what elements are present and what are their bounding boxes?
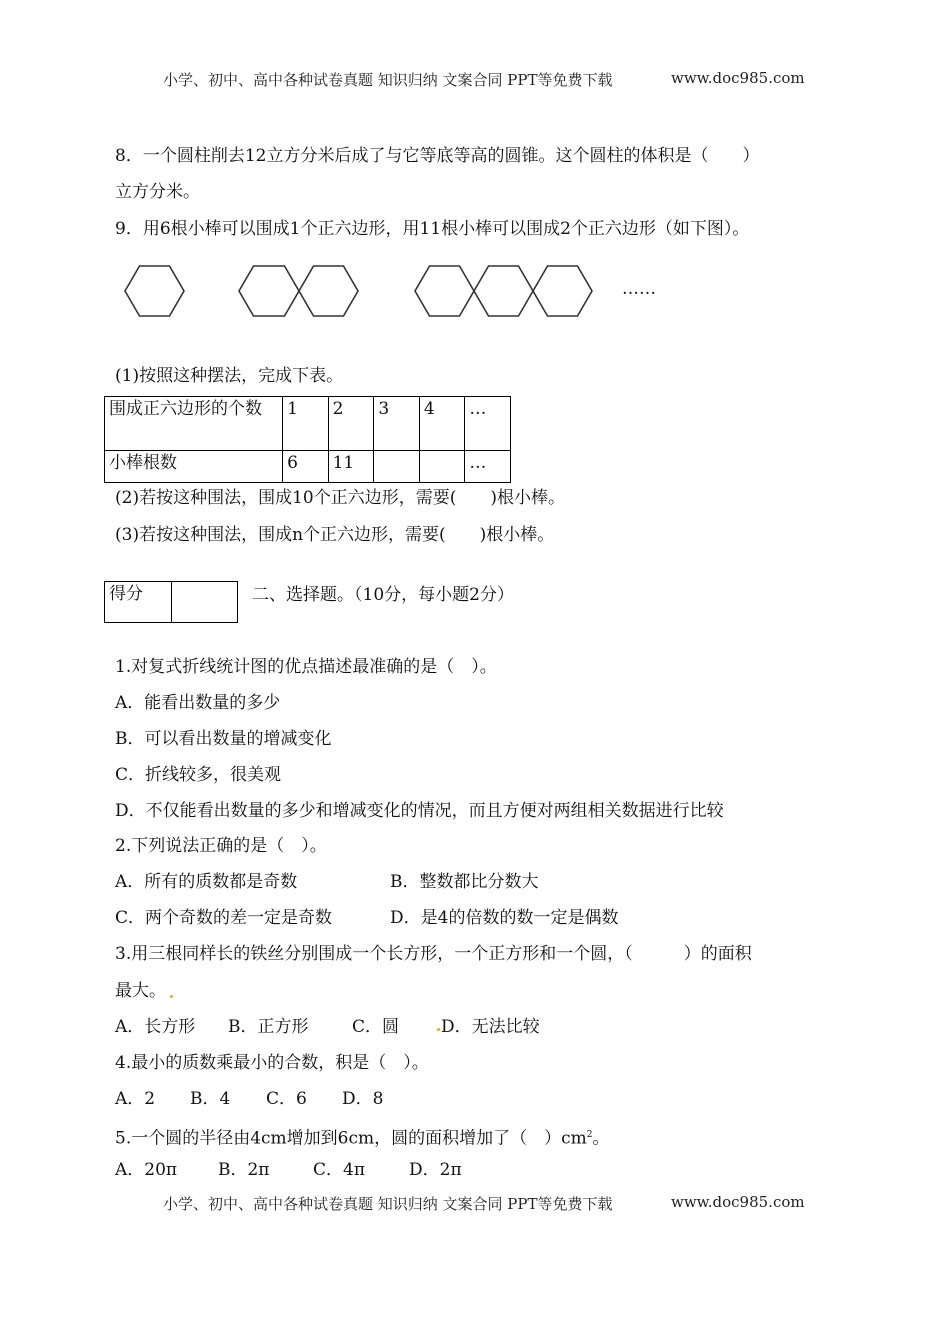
page-header [163, 69, 613, 90]
mc-q5-stem-text: 5.一个圆的半径由4cm增加到6cm，圆的面积增加了（ ）cm [115, 1128, 587, 1149]
q9-sub3: (3)若按这种围法，围成n个正六边形，需要( )根小棒。 [115, 525, 555, 545]
table-cell: … [465, 397, 511, 451]
stray-mark [437, 1028, 440, 1031]
mc-q4-option-d: D．8 [342, 1089, 384, 1109]
mc-q5-stem-end: 。 [592, 1128, 610, 1149]
table-cell: 1 [283, 397, 329, 451]
header-text: 小学、初中、高中各种试卷真题 知识归纳 文案合同 PPT等免费下载 [163, 71, 613, 89]
q8-line2: 立方分米。 [115, 182, 200, 202]
mc-q1-option-a: A．能看出数量的多少 [115, 693, 281, 713]
table-row2-label: 小棒根数 [105, 451, 283, 483]
q9-stem: 9．用6根小棒可以围成1个正六边形，用11根小棒可以围成2个正六边形（如下图）。 [115, 219, 750, 239]
mc-q5-option-b: B．2π [218, 1160, 270, 1180]
hexagon-2a [239, 266, 299, 316]
score-blank [171, 582, 237, 623]
mc-q4-option-b: B．4 [190, 1089, 231, 1109]
hexagon-3a [415, 266, 474, 316]
mc-q5-option-d: D．2π [409, 1160, 462, 1180]
mc-q4-stem: 4.最小的质数乘最小的合数，积是（ ）。 [115, 1053, 429, 1073]
mc-q3-option-a: A．长方形 [115, 1017, 196, 1037]
mc-q1-stem: 1.对复式折线统计图的优点描述最准确的是（ ）。 [115, 657, 497, 677]
mc-q3-option-b: B．正方形 [228, 1017, 309, 1037]
table-cell [374, 451, 420, 483]
hexagon-1 [125, 266, 184, 316]
mc-q4-option-c: C．6 [266, 1089, 307, 1109]
hexagon-figure [110, 250, 670, 332]
table-cell: 3 [374, 397, 420, 451]
table-row [105, 451, 511, 483]
section2-title: 二、选择题。（10分，每小题2分） [252, 585, 514, 605]
q9-sub1: (1)按照这种摆法，完成下表。 [115, 366, 344, 386]
mc-q5-superscript: 2 [586, 1130, 593, 1140]
table-row1-label: 围成正六边形的个数 [105, 397, 283, 451]
table-row [105, 397, 511, 451]
table-cell: 4 [419, 397, 465, 451]
mc-q3-option-d: D．无法比较 [441, 1017, 540, 1037]
hexagon-2b [299, 266, 358, 316]
header-site: www.doc985.com [671, 69, 805, 87]
mc-q2-option-d: D．是4的倍数的数一定是偶数 [390, 908, 619, 928]
mc-q3-option-c: C．圆 [352, 1017, 400, 1037]
hexagon-3b [474, 266, 533, 316]
score-label: 得分 [105, 582, 172, 623]
table-cell: 2 [328, 397, 374, 451]
q9-sub2: (2)若按这种围法，围成10个正六边形，需要( )根小棒。 [115, 488, 565, 508]
mc-q3-line2: 最大。 [115, 981, 166, 1001]
mc-q1-option-b: B．可以看出数量的增减变化 [115, 729, 332, 749]
table-cell: 11 [328, 451, 374, 483]
q9-table [104, 396, 511, 483]
mc-q1-option-d: D．不仅能看出数量的多少和增减变化的情况，而且方便对两组相关数据进行比较 [115, 801, 724, 821]
mc-q2-option-c: C．两个奇数的差一定是奇数 [115, 908, 333, 928]
mc-q5-stem [115, 1125, 610, 1149]
mc-q3-line1: 3.用三根同样长的铁丝分别围成一个长方形，一个正方形和一个圆，（ ）的面积 [115, 944, 752, 964]
mc-q2-option-a: A．所有的质数都是奇数 [115, 872, 298, 892]
footer-site: www.doc985.com [671, 1193, 805, 1211]
stray-mark [170, 995, 173, 998]
score-box [104, 581, 238, 623]
table-cell [419, 451, 465, 483]
q8-line1: 8．一个圆柱削去12立方分米后成了与它等底等高的圆锥。这个圆柱的体积是（ ） [115, 146, 760, 166]
table-cell: … [465, 451, 511, 483]
mc-q4-option-a: A．2 [115, 1089, 156, 1109]
q9-ellipsis: …… [622, 279, 656, 299]
mc-q2-stem: 2.下列说法正确的是（ ）。 [115, 836, 327, 856]
table-cell: 6 [283, 451, 329, 483]
page-footer: 小学、初中、高中各种试卷真题 知识归纳 文案合同 PPT等免费下载 [163, 1195, 613, 1213]
table-row [105, 582, 238, 623]
mc-q1-option-c: C．折线较多，很美观 [115, 765, 282, 785]
mc-q5-option-c: C．4π [313, 1160, 365, 1180]
hexagon-3c [533, 266, 592, 316]
mc-q2-option-b: B．整数都比分数大 [390, 872, 539, 892]
mc-q5-option-a: A．20π [115, 1160, 178, 1180]
